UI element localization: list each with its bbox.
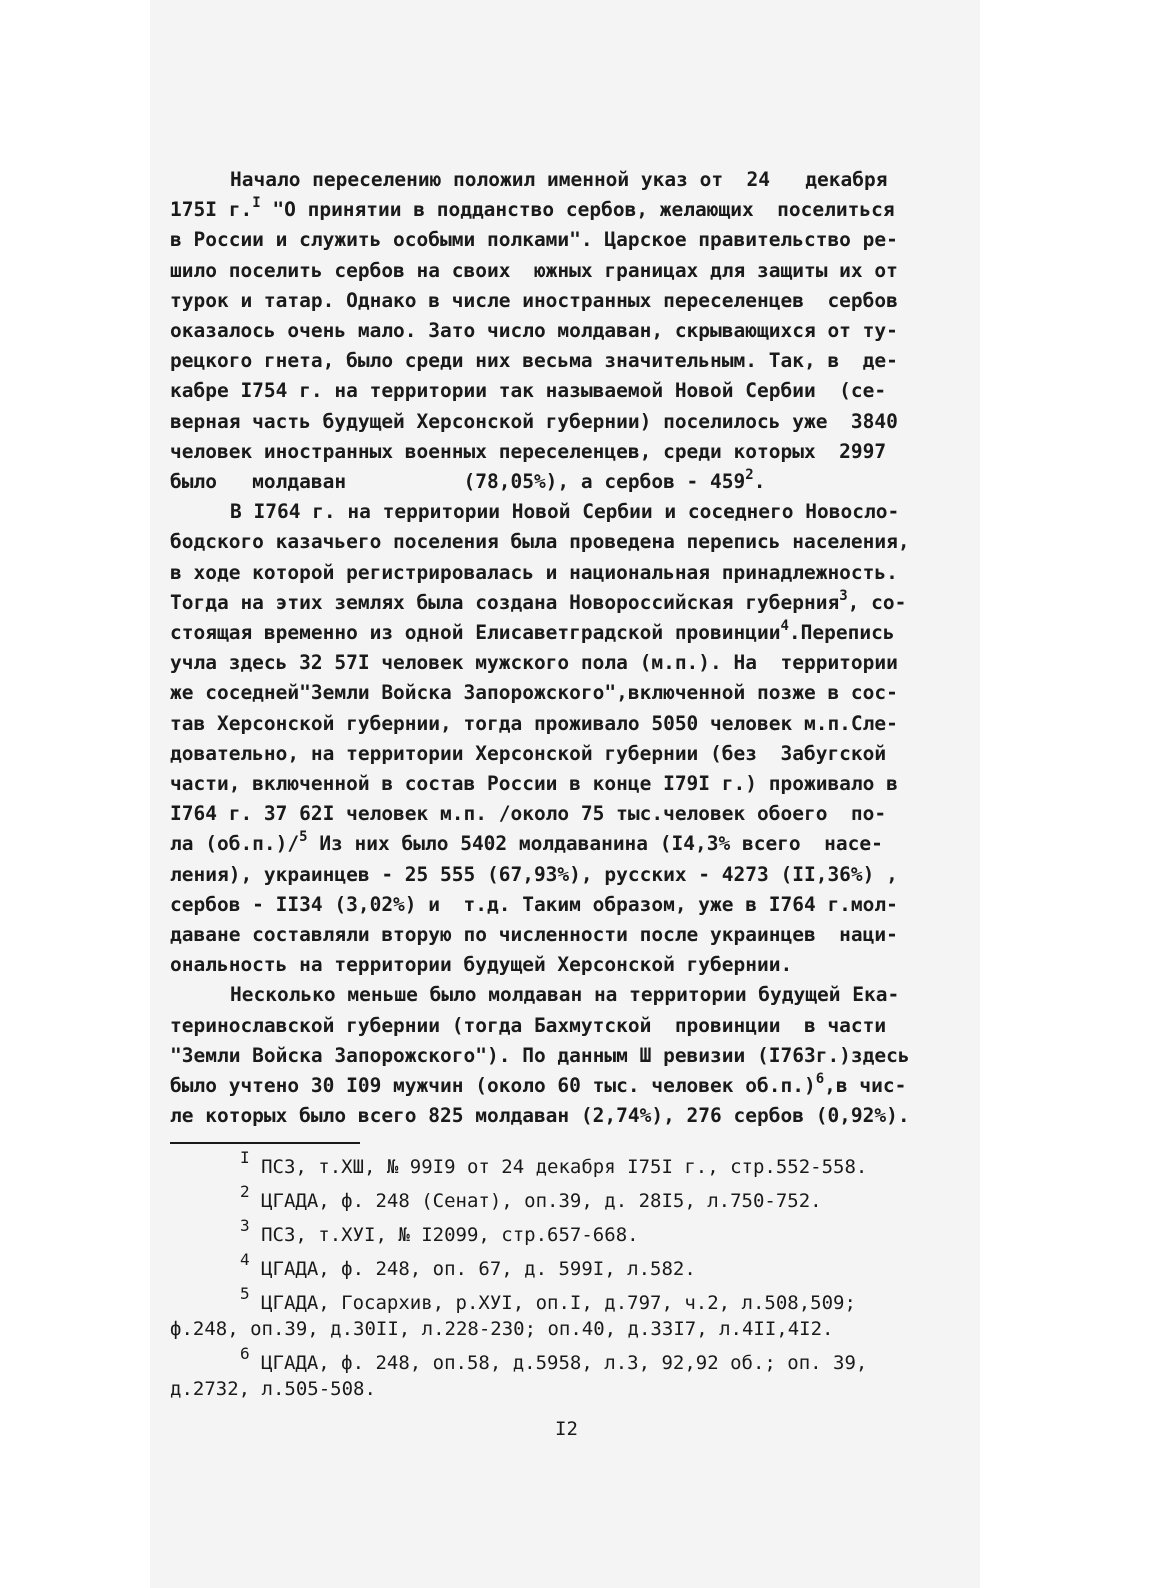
text-line — [170, 286, 960, 316]
footnote-item: I ПСЗ, т.XШ, № 99I9 от 24 декабря I75I г., стр.552-558. — [240, 1147, 868, 1178]
footnote-gap — [170, 1214, 960, 1222]
text-line-content: оказалось очень мало. Зато число молдаван, скрывающихся от ту- — [170, 319, 898, 343]
text-line — [170, 1071, 960, 1101]
text-line — [170, 920, 960, 950]
text-line-content: человек иностранных военных переселенцев, среди которых 2997 — [170, 439, 887, 463]
text-line — [170, 527, 960, 557]
text-line — [170, 980, 960, 1010]
text-line — [170, 1011, 960, 1041]
text-line — [170, 648, 960, 678]
footnote-text: ЦГАДА, Госархив, р.XУI, оп.I, д.797, ч.2, л.508,509; — [249, 1291, 856, 1314]
text-line — [170, 709, 960, 739]
footnote-reference: I — [252, 195, 261, 212]
text-line — [170, 467, 960, 497]
text-line — [170, 739, 960, 769]
footnote-text: ПСЗ, т.XШ, № 99I9 от 24 декабря I75I г., стр.552-558. — [249, 1155, 868, 1178]
text-line — [170, 256, 960, 286]
text-line-content: Несколько меньше было молдаван на территории будущей Ека- — [230, 983, 900, 1007]
text-line-tail: "О принятии в подданство сербов, желающих поселиться — [260, 198, 895, 222]
text-line-content: I764 г. 37 62I человек м.п. /около 75 тыс.человек обоего по- — [170, 802, 887, 826]
text-line — [170, 195, 960, 225]
text-line — [170, 407, 960, 437]
text-line-content: сербов - II34 (3,02%) и т.д. Таким образом, уже в I764 г.мол- — [170, 892, 898, 916]
document-body — [170, 165, 960, 1410]
text-line-content: же соседней"Земли Войска Запорожского",включенной позже в сос- — [170, 681, 898, 705]
text-line-content: тав Херсонской губернии, тогда проживало 5050 человек м.п.Сле- — [170, 711, 898, 735]
text-line-content: теринославской губернии (тогда Бахмутской провинции в части — [170, 1013, 887, 1037]
text-line-content: даване составляли вторую по численности после украинцев наци- — [170, 923, 898, 947]
footnotes — [170, 1147, 960, 1410]
text-line-content: ления), украинцев - 25 555 (67,93%), русских - 4273 (II,36%) , — [170, 862, 898, 886]
text-line-content: было учтено 30 I09 мужчин (около 60 тыс. человек об.п.) — [170, 1074, 816, 1098]
text-line-tail: Из них было 5402 молдаванина (I4,3% всего насе- — [307, 832, 883, 856]
text-line-tail: , со- — [847, 590, 907, 614]
footnote-gap — [170, 1342, 960, 1350]
text-line-content: части, включенной в состав России в конце I79I г.) проживало в — [170, 772, 898, 796]
text-line-tail: . — [753, 470, 766, 494]
text-line-content: учла здесь 32 57I человек мужского пола (м.п.). На территории — [170, 651, 898, 675]
footnote-continuation: ф.248, оп.39, д.30II, л.228-230; оп.40, д.33I7, л.4II,4I2. — [170, 1317, 834, 1340]
text-line-content: турок и татар. Однако в числе иностранных переселенцев сербов — [170, 288, 898, 312]
text-line — [170, 225, 960, 255]
text-line-content: верная часть будущей Херсонской губернии) поселилось уже 3840 — [170, 409, 898, 433]
text-line — [170, 860, 960, 890]
text-line-content: в ходе которой регистрировалась и национальная принадлежность. — [170, 560, 898, 584]
footnote-item: 4 ЦГАДА, ф. 248, оп. 67, д. 599I, л.582. — [240, 1249, 696, 1280]
footnote-gap — [170, 1180, 960, 1188]
text-line — [170, 588, 960, 618]
footnote-item: 6 ЦГАДА, ф. 248, оп.58, д.5958, л.3, 92,92 об.; оп. 39, — [240, 1343, 868, 1374]
text-line-content: "Земли Войска Запорожского"). По данным Ш ревизии (I763г.)здесь — [170, 1043, 910, 1067]
text-line — [170, 497, 960, 527]
text-line — [170, 316, 960, 346]
text-line-content: ле которых было всего 825 молдаван (2,74%), 276 сербов (0,92%). — [170, 1104, 910, 1128]
footnote-item: 5 ЦГАДА, Госархив, р.XУI, оп.I, д.797, ч.2, л.508,509; — [240, 1283, 856, 1314]
footnote-item: 3 ПСЗ, т.XУI, № I2099, стр.657-668. — [240, 1215, 639, 1246]
footnote-text: ЦГАДА, ф. 248, оп.58, д.5958, л.3, 92,92 об.; оп. 39, — [249, 1351, 868, 1374]
footnote-gap — [170, 1282, 960, 1290]
text-line-content: довательно, на территории Херсонской губернии (без Забугской — [170, 741, 887, 765]
text-line — [170, 678, 960, 708]
text-line — [170, 618, 960, 648]
text-line-content: В I764 г. на территории Новой Сербии и соседнего Новосло- — [230, 500, 900, 524]
text-line-content: ла (об.п.)/ — [170, 832, 300, 856]
footnote-item: 2 ЦГАДА, ф. 248 (Сенат), оп.39, д. 28I5, л.750-752. — [240, 1181, 822, 1212]
footnote-reference: 4 — [780, 618, 789, 635]
text-line-content: 175I г. — [170, 198, 253, 222]
text-line — [170, 1041, 960, 1071]
footnote-reference: 3 — [839, 587, 848, 604]
page-number: I2 — [555, 1418, 578, 1440]
text-line — [170, 165, 960, 195]
footnote-separator — [170, 1142, 360, 1144]
text-line — [170, 346, 960, 376]
text-line-content: рецкого гнета, было среди них весьма значительным. Так, в де- — [170, 349, 898, 373]
text-line — [170, 437, 960, 467]
text-line — [170, 890, 960, 920]
text-line — [170, 1101, 960, 1131]
footnote-text: ЦГАДА, ф. 248 (Сенат), оп.39, д. 28I5, л.750-752. — [249, 1189, 822, 1212]
text-line-content: Тогда на этих землях была создана Новороссийская губерния — [170, 590, 840, 614]
text-line-tail: ,в чис- — [824, 1074, 907, 1098]
text-line-content: ональность на территории будущей Херсонской губернии. — [170, 953, 793, 977]
footnote-text: ПСЗ, т.XУI, № I2099, стр.657-668. — [249, 1223, 639, 1246]
text-line-content: стоящая временно из одной Елисаветградской провинции — [170, 621, 781, 645]
footnote-gap — [170, 1248, 960, 1256]
footnote-reference: 6 — [815, 1071, 825, 1088]
text-line — [170, 769, 960, 799]
footnote-reference: 2 — [745, 467, 754, 484]
main-text — [170, 165, 960, 1132]
text-line — [170, 950, 960, 980]
text-line-content: в России и служить особыми полками". Царское правительство ре- — [170, 228, 898, 252]
text-line — [170, 376, 960, 406]
text-line-tail: .Перепись — [788, 621, 895, 645]
text-line — [170, 829, 960, 859]
footnote-gap — [170, 1402, 960, 1410]
text-line-content: Начало переселению положил именной указ от 24 декабря — [230, 168, 888, 191]
text-line — [170, 558, 960, 588]
footnote-continuation: д.2732, л.505-508. — [170, 1377, 376, 1400]
text-line — [170, 799, 960, 829]
text-line-content: было молдаван (78,05%), а сербов - 459 — [170, 470, 746, 494]
footnote-reference: 5 — [299, 829, 308, 846]
text-line-content: кабре I754 г. на территории так называемой Новой Сербии (се- — [170, 379, 887, 403]
text-line-content: бодского казачьего поселения была проведена перепись населения, — [170, 530, 910, 554]
footnote-text: ЦГАДА, ф. 248, оп. 67, д. 599I, л.582. — [249, 1257, 696, 1280]
text-line-content: шило поселить сербов на своих южных границах для защиты их от — [170, 258, 898, 282]
